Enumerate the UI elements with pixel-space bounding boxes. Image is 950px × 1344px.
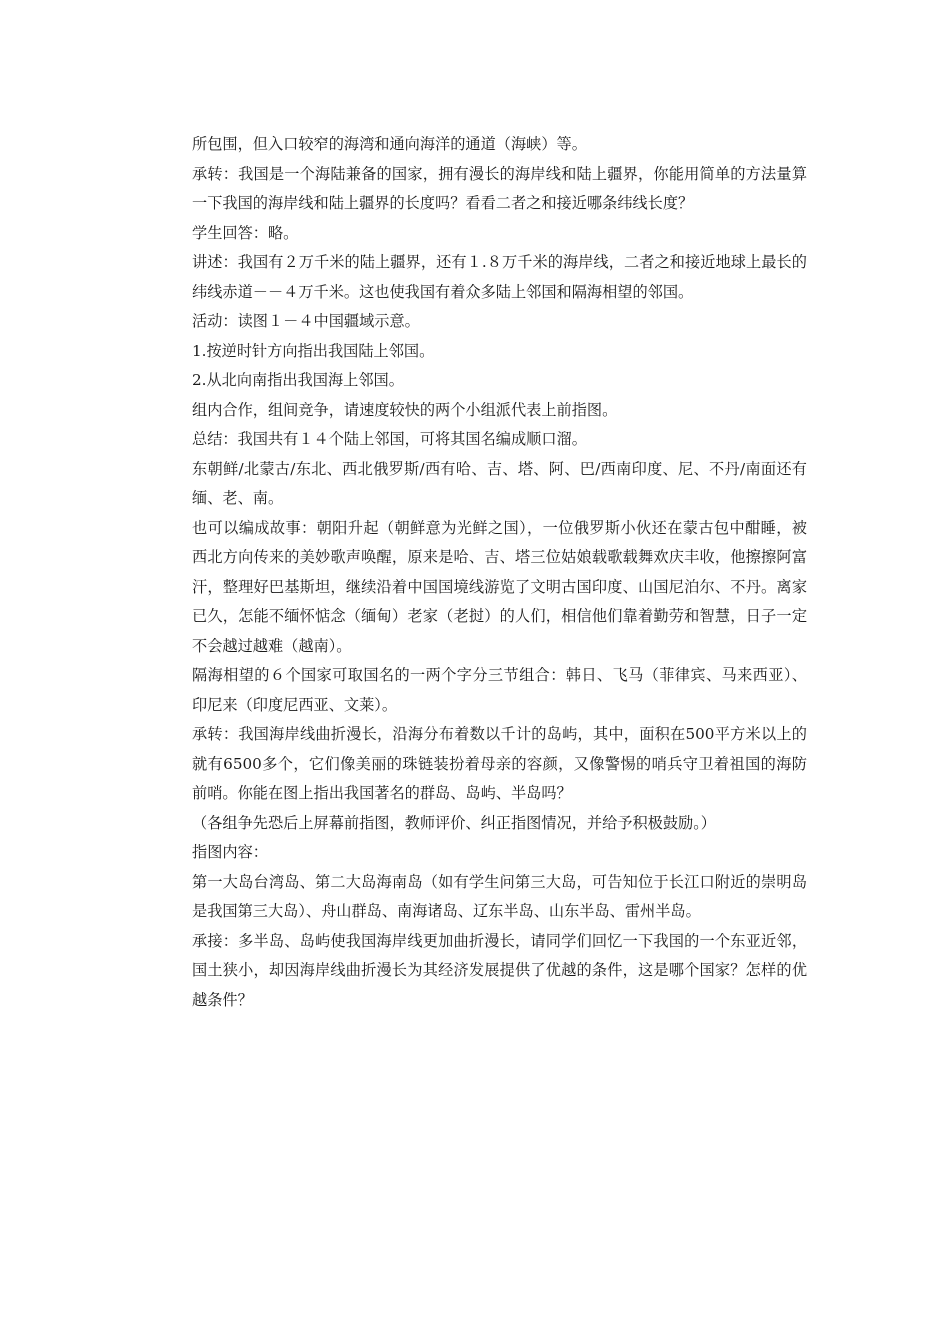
paragraph: 东朝鲜/北蒙古/东北、西北俄罗斯/西有哈、吉、塔、阿、巴/西南印度、尼、不丹/南面还有缅、老、南。 <box>192 459 807 507</box>
list-item: 2.从北向南指出我国海上邻国。 <box>192 371 404 389</box>
list-item: 1.按逆时针方向指出我国陆上邻国。 <box>192 341 435 360</box>
paragraph: （各组争先恐后上屏幕前指图，教师评价、纠正指图情况，并给予积极鼓励。） <box>192 813 716 832</box>
paragraph: 学生回答：略。 <box>192 223 299 242</box>
paragraph: 承转：我国海岸线曲折漫长，沿海分布着数以千计的岛屿，其中，面积在500平方米以上的就有6500多个，它们像美丽的珠链装扮着母亲的容颜，又像警惕的哨兵守卫着祖国的海防前哨。你能在图上指出我国著名的群岛、岛屿、半岛吗？ <box>192 725 807 802</box>
paragraph: 承转：我国是一个海陆兼备的国家，拥有漫长的海岸线和陆上疆界，你能用简单的方法量算一下我国的海岸线和陆上疆界的长度吗？看看二者之和接近哪条纬线长度？ <box>192 164 807 212</box>
paragraph: 第一大岛台湾岛、第二大岛海南岛（如有学生问第三大岛，可告知位于长江口附近的崇明岛是我国第三大岛）、舟山群岛、南海诸岛、辽东半岛、山东半岛、雷州半岛。 <box>192 872 807 920</box>
paragraph: 组内合作，组间竞争，请速度较快的两个小组派代表上前指图。 <box>192 400 618 419</box>
paragraph: 总结：我国共有１４个陆上邻国，可将其国名编成顺口溜。 <box>192 430 587 448</box>
paragraph: 讲述：我国有２万千米的陆上疆界，还有１.８万千米的海岸线，二者之和接近地球上最长的纬线赤道－－４万千米。这也使我国有着众多陆上邻国和隔海相望的邻国。 <box>192 253 807 301</box>
paragraph: 所包围，但入口较窄的海湾和通向海洋的通道（海峡）等。 <box>192 135 587 153</box>
paragraph: 承接：多半岛、岛屿使我国海岸线更加曲折漫长，请同学们回忆一下我国的一个东亚近邻，国土狭小，却因海岸线曲折漫长为其经济发展提供了优越的条件，这是哪个国家？怎样的优越条件？ <box>192 931 807 1009</box>
document-body <box>192 130 807 1015</box>
paragraph: 活动：读图１－４中国疆域示意。 <box>192 312 420 330</box>
paragraph: 指图内容： <box>192 843 268 861</box>
paragraph: 隔海相望的６个国家可取国名的一两个字分三节组合：韩日、飞马（菲律宾、马来西亚）、印尼来（印度尼西亚、文莱）。 <box>192 666 807 714</box>
paragraph: 也可以编成故事：朝阳升起（朝鲜意为光鲜之国），一位俄罗斯小伙还在蒙古包中酣睡，被西北方向传来的美妙歌声唤醒，原来是哈、吉、塔三位姑娘载歌载舞欢庆丰收，他擦擦阿富汗，整理好巴基斯坦，继续沿着中国国境线游览了文明古国印度、山国尼泊尔、不丹。离家已久，怎能不缅怀惦念（缅甸）老家（老挝）的人们，相信他们靠着勤劳和智慧，日子一定不会越过越难（越南）。 <box>192 518 807 655</box>
